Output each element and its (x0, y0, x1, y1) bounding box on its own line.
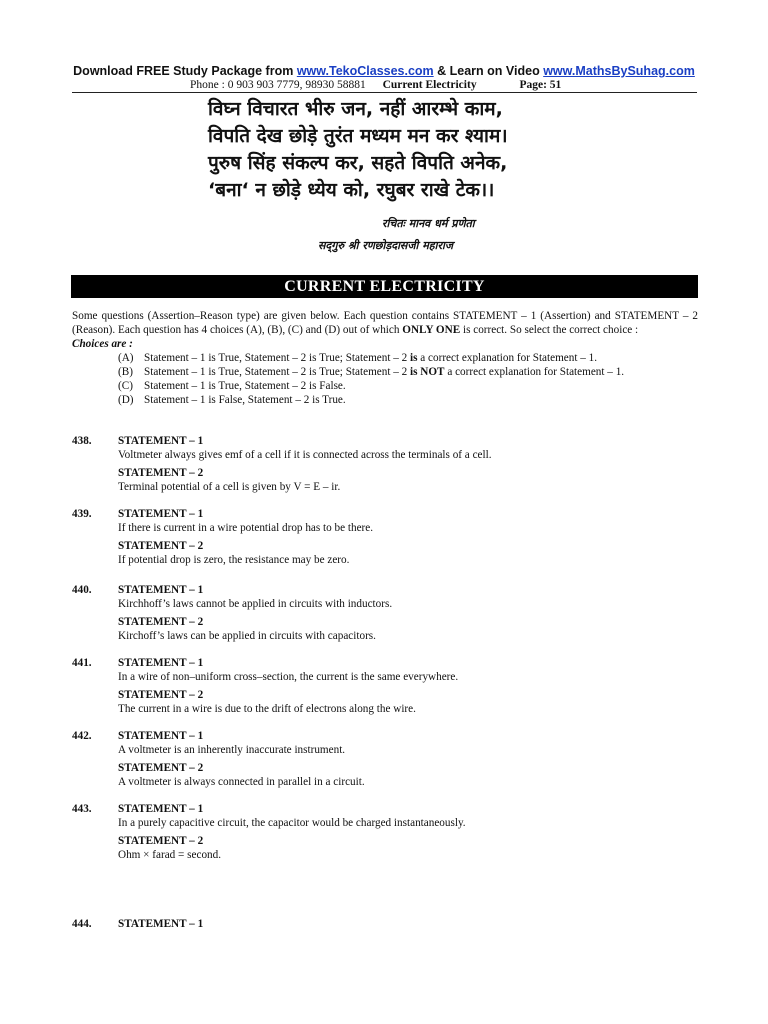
mathsbysuhag-link[interactable]: www.MathsBySuhag.com (543, 64, 695, 78)
tekoclasses-link[interactable]: www.TekoClasses.com (296, 64, 434, 78)
statement-1-label: STATEMENT – 1 (118, 584, 204, 596)
statement-1-text: Voltmeter always gives emf of a cell if it is connected across the terminals of a cell. (118, 449, 492, 461)
header-download-text: Download FREE Study Package from (73, 64, 297, 78)
choice-c (72, 379, 698, 393)
choice-text-end: a correct explanation for Statement – 1. (444, 366, 625, 378)
choice-text: Statement – 1 is False, Statement – 2 is True. (144, 394, 346, 406)
intro-paragraph (72, 309, 698, 337)
statement-2-text: A voltmeter is always connected in parallel in a circuit. (118, 776, 365, 788)
question-442 (72, 729, 698, 789)
question-439 (72, 507, 698, 567)
poem-line: पुरुष सिंह संकल्प कर, सहते विपति अनेक, (208, 152, 508, 174)
choice-d (72, 393, 698, 407)
poem-line: ‘बना‘ न छोड़े ध्येय को, रघुबर राखे टेक।। (208, 179, 495, 201)
choice-bold: is NOT (410, 366, 445, 378)
intro-text-end: is correct. So select the correct choice : (460, 324, 639, 336)
question-number: 442. (72, 730, 92, 742)
statement-1-text: In a purely capacitive circuit, the capacitor would be charged instantaneously. (118, 817, 466, 829)
question-440 (72, 583, 698, 643)
choice-a (72, 351, 698, 365)
poem-credit-author: रचितः मानव धर्म प्रणेता (382, 217, 475, 230)
header-page-number: 51 (549, 79, 562, 91)
chapter-banner: CURRENT ELECTRICITY (71, 275, 698, 298)
question-number: 444. (72, 918, 92, 930)
choice-label: (A) (118, 352, 134, 364)
header-contact-line (190, 79, 750, 91)
statement-2-label: STATEMENT – 2 (118, 835, 204, 847)
header-download-line (0, 64, 768, 78)
question-number: 438. (72, 435, 92, 447)
choice-text-end: a correct explanation for Statement – 1. (417, 352, 598, 364)
header-rule (72, 92, 697, 93)
choices-title: Choices are : (72, 338, 133, 350)
statement-2-label: STATEMENT – 2 (118, 689, 204, 701)
statement-2-label: STATEMENT – 2 (118, 762, 204, 774)
header-video-text: & Learn on Video (433, 64, 544, 78)
statement-1-text: In a wire of non–uniform cross–section, the current is the same everywhere. (118, 671, 459, 683)
poem-line: विपति देख छोड़े तुरंत मध्यम मन कर श्याम। (208, 125, 508, 147)
choice-text: Statement – 1 is True, Statement – 2 is True; Statement – 2 (144, 366, 411, 378)
statement-1-text: If there is current in a wire potential drop has to be there. (118, 522, 374, 534)
question-number: 439. (72, 508, 92, 520)
choice-text: Statement – 1 is True, Statement – 2 is True; Statement – 2 (144, 352, 411, 364)
header-subject: Current Electricity (382, 79, 477, 91)
choice-text: Statement – 1 is True, Statement – 2 is False. (144, 380, 346, 392)
statement-2-text: The current in a wire is due to the drift of electrons along the wire. (118, 703, 416, 715)
statement-1-label: STATEMENT – 1 (118, 435, 204, 447)
poem-line: विघ्न विचारत भीरु जन, नहीं आरम्भे काम, (208, 98, 503, 120)
header-page-label: Page: (519, 79, 550, 91)
choice-label: (D) (118, 394, 134, 406)
question-443 (72, 802, 698, 862)
choice-label: (B) (118, 366, 133, 378)
statement-1-label: STATEMENT – 1 (118, 730, 204, 742)
poem-credit-guru: सद्‌गुरु श्री रणछोड़दासजी महाराज (318, 239, 453, 252)
statement-2-label: STATEMENT – 2 (118, 616, 204, 628)
statement-2-text: If potential drop is zero, the resistance may be zero. (118, 554, 350, 566)
choice-b (72, 365, 698, 379)
question-number: 441. (72, 657, 92, 669)
statement-1-label: STATEMENT – 1 (118, 508, 204, 520)
statement-1-text: A voltmeter is an inherently inaccurate instrument. (118, 744, 346, 756)
statement-2-label: STATEMENT – 2 (118, 467, 204, 479)
statement-1-label: STATEMENT – 1 (118, 918, 204, 930)
statement-1-label: STATEMENT – 1 (118, 803, 204, 815)
instructions (72, 309, 698, 407)
question-438 (72, 434, 698, 494)
statement-1-text: Kirchhoff’s laws cannot be applied in circuits with inductors. (118, 598, 393, 610)
hindi-poem (208, 96, 568, 204)
question-number: 443. (72, 803, 92, 815)
question-number: 440. (72, 584, 92, 596)
choice-bold: is (410, 352, 418, 364)
statement-2-text: Ohm × farad = second. (118, 849, 222, 861)
statement-2-label: STATEMENT – 2 (118, 540, 204, 552)
statement-1-label: STATEMENT – 1 (118, 657, 204, 669)
choice-label: (C) (118, 380, 133, 392)
statement-2-text: Kirchoff’s laws can be applied in circuits with capacitors. (118, 630, 376, 642)
statement-2-text: Terminal potential of a cell is given by V = E – ir. (118, 481, 341, 493)
question-444 (72, 917, 698, 931)
intro-text: Some questions (Assertion–Reason type) are given below. Each question contains STATEMENT – 1 (Assertion) and STATEMENT – 2 (Reason). Each question has 4 choices (A), (B), (C) and (D) out of which (72, 310, 698, 336)
header-phone: Phone : 0 903 903 7779, 98930 58881 (190, 79, 366, 91)
intro-bold-text: ONLY ONE (402, 324, 461, 336)
question-441 (72, 656, 698, 716)
